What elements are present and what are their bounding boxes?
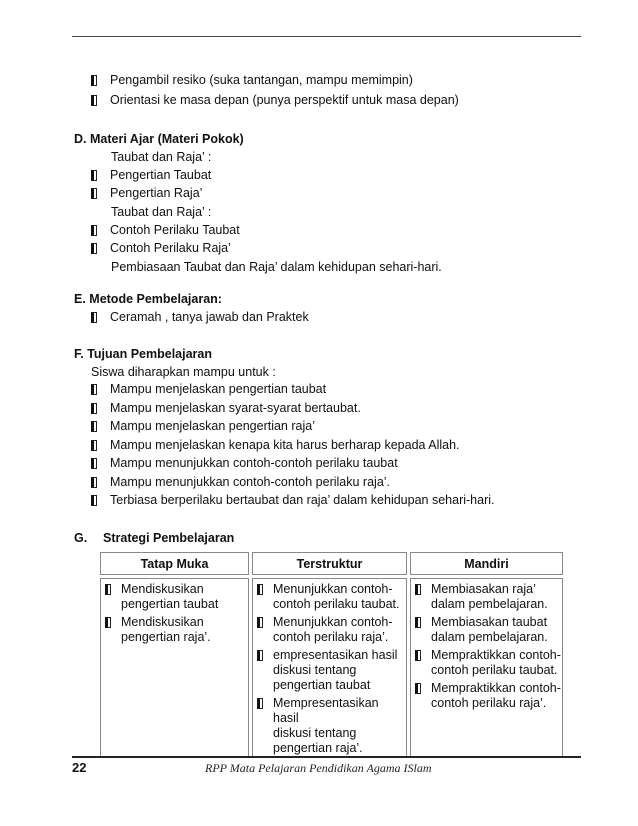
strategy-table xyxy=(97,549,566,760)
bullet-icon xyxy=(91,421,97,432)
bullet-icon xyxy=(91,384,97,395)
bullet-icon xyxy=(91,403,97,414)
list-item: empresentasikan hasil diskusi tentang pengertian taubat xyxy=(253,648,406,693)
text-line: Pembiasaan Taubat dan Raja’ dalam kehidupan sehari-hari. xyxy=(111,260,442,274)
list-item: Membiasakan taubat dalam pembelajaran. xyxy=(411,615,562,645)
footer-rule xyxy=(72,756,581,758)
bullet-icon xyxy=(91,170,97,181)
footer-title: RPP Mata Pelajaran Pendidikan Agama ISlam xyxy=(205,761,432,775)
bullet-icon xyxy=(91,312,97,323)
list-item: Mempraktikkan contoh- contoh perilaku raja’. xyxy=(411,681,562,711)
bullet-icon xyxy=(415,617,421,628)
section-g-heading: Strategi Pembelajaran xyxy=(103,531,235,545)
list-item: Mempraktikkan contoh- contoh perilaku taubat. xyxy=(411,648,562,678)
list-item: Membiasakan raja’ dalam pembelajaran. xyxy=(411,582,562,612)
bullet-icon xyxy=(91,75,97,86)
bullet-icon xyxy=(415,650,421,661)
list-item: Mempresentasikan hasil diskusi tentang pengertian raja’. xyxy=(253,696,406,756)
bullet-icon xyxy=(91,477,97,488)
bullet-icon xyxy=(257,584,263,595)
list-item: Mendiskusikan pengertian raja’. xyxy=(101,615,248,645)
table-header: Mandiri xyxy=(410,552,563,575)
page-number: 22 xyxy=(72,760,87,775)
table-header: Tatap Muka xyxy=(100,552,249,575)
top-rule xyxy=(72,36,581,37)
bullet-icon xyxy=(257,698,263,709)
bullet-icon xyxy=(91,458,97,469)
bullet-icon xyxy=(257,617,263,628)
text-line: Siswa diharapkan mampu untuk : xyxy=(91,365,276,379)
table-cell xyxy=(252,578,407,757)
bullet-icon xyxy=(91,440,97,451)
bullet-icon xyxy=(415,683,421,694)
bullet-icon xyxy=(415,584,421,595)
text-line: Taubat dan Raja’ : xyxy=(111,205,212,219)
bullet-icon xyxy=(105,617,111,628)
text-line: Taubat dan Raja’ : xyxy=(111,150,212,164)
bullet-icon xyxy=(91,225,97,236)
list-item: Mendiskusikan pengertian taubat xyxy=(101,582,248,612)
section-e-heading: E. Metode Pembelajaran: xyxy=(74,292,222,306)
bullet-icon xyxy=(91,95,97,106)
section-g-label: G. xyxy=(74,531,88,545)
list-item: Menunjukkan contoh- contoh perilaku taubat. xyxy=(253,582,406,612)
table-header: Terstruktur xyxy=(252,552,407,575)
bullet-icon xyxy=(257,650,263,661)
section-f-heading: F. Tujuan Pembelajaran xyxy=(74,347,213,361)
list-item: Menunjukkan contoh- contoh perilaku raja’. xyxy=(253,615,406,645)
section-d-heading: D. Materi Ajar (Materi Pokok) xyxy=(74,132,244,146)
bullet-icon xyxy=(91,188,97,199)
bullet-icon xyxy=(91,495,97,506)
bullet-icon xyxy=(105,584,111,595)
bullet-icon xyxy=(91,243,97,254)
table-cell xyxy=(410,578,563,757)
table-cell xyxy=(100,578,249,757)
